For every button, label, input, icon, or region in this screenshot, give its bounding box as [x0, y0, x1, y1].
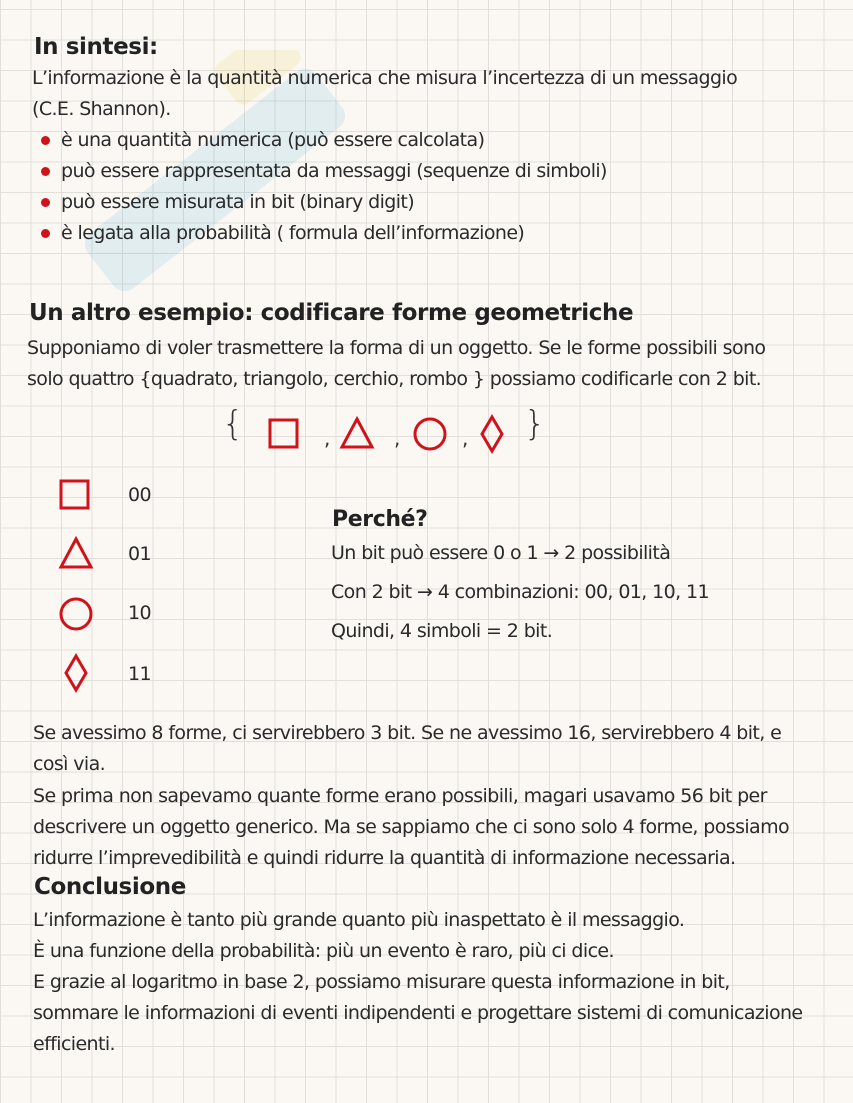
bullet-text: può essere misurata in bit (binary digit)	[61, 191, 415, 213]
bullet-dot-icon	[41, 167, 50, 176]
paragraph-line: descrivere un oggetto generico. Ma se sappiamo che ci sono solo 4 forme, possiamo	[33, 816, 790, 838]
square-icon	[268, 418, 300, 450]
code-10: 10	[128, 602, 151, 624]
intro-text-line2: solo quattro {quadrato, triangolo, cerchio, rombo } possiamo codificarle con 2 bit.	[27, 368, 762, 390]
definition-text-line2: (C.E. Shannon).	[32, 98, 171, 120]
diamond-icon	[479, 414, 505, 454]
why-line: Quindi, 4 simboli = 2 bit.	[331, 620, 553, 642]
why-title: Perché?	[332, 507, 428, 532]
paragraph-line: così via.	[33, 753, 106, 775]
conclusion-line: L’informazione è tanto più grande quanto più inaspettato è il messaggio.	[33, 909, 685, 931]
section-title-in-sintesi: In sintesi:	[34, 34, 158, 60]
paragraph-line: Se avessimo 8 forme, ci servirebbero 3 bit. Se ne avessimo 16, servirebbero 4 bit, e	[33, 722, 782, 744]
why-line: Con 2 bit → 4 combinazioni: 00, 01, 10, 11	[331, 581, 710, 603]
triangle-icon	[339, 416, 375, 450]
circle-icon	[412, 416, 448, 452]
diamond-icon	[63, 653, 89, 693]
bullet-dot-icon	[41, 136, 50, 145]
bullet-item	[34, 156, 607, 187]
summary-bullet-list	[34, 125, 607, 249]
section-title-conclusione: Conclusione	[34, 874, 186, 900]
code-01: 01	[128, 543, 151, 565]
set-close-brace: }	[524, 404, 546, 444]
paragraph-line: Se prima non sapevamo quante forme erano possibili, magari usavamo 56 bit per	[33, 785, 767, 807]
circle-icon	[58, 596, 94, 632]
triangle-icon	[58, 536, 94, 570]
code-11: 11	[128, 663, 151, 685]
bullet-text: è legata alla probabilità ( formula dell’informazione)	[61, 222, 525, 244]
paragraph-line: ridurre l’imprevedibilità e quindi ridurre la quantità di informazione necessaria.	[33, 847, 736, 869]
bullet-dot-icon	[41, 229, 50, 238]
set-open-brace: {	[222, 404, 244, 444]
conclusion-line: efficienti.	[33, 1033, 115, 1055]
section-title-codificare-forme: Un altro esempio: codificare forme geometriche	[29, 300, 634, 326]
bullet-item	[34, 125, 607, 156]
shapes-set	[222, 404, 552, 460]
set-comma: ,	[324, 426, 331, 450]
conclusion-line: E grazie al logaritmo in base 2, possiamo misurare questa informazione in bit,	[33, 971, 730, 993]
square-icon	[58, 478, 92, 512]
code-00: 00	[128, 484, 151, 506]
bullet-item	[34, 218, 607, 249]
bullet-dot-icon	[41, 198, 50, 207]
bullet-text: è una quantità numerica (può essere calcolata)	[61, 129, 485, 151]
intro-text-line1: Supponiamo di voler trasmettere la forma di un oggetto. Se le forme possibili sono	[27, 337, 766, 359]
set-comma: ,	[462, 426, 469, 450]
shape-code-table	[56, 476, 176, 696]
bullet-text: può essere rappresentata da messaggi (sequenze di simboli)	[61, 160, 607, 182]
definition-text-line1: L’informazione è la quantità numerica che misura l’incertezza di un messaggio	[32, 67, 738, 89]
conclusion-line: È una funzione della probabilità: più un evento è raro, più ci dice.	[33, 940, 614, 962]
why-line: Un bit può essere 0 o 1 → 2 possibilità	[331, 542, 671, 564]
set-comma: ,	[394, 426, 401, 450]
conclusion-line: sommare le informazioni di eventi indipendenti e progettare sistemi di comunicazione	[33, 1002, 803, 1024]
bullet-item	[34, 187, 607, 218]
